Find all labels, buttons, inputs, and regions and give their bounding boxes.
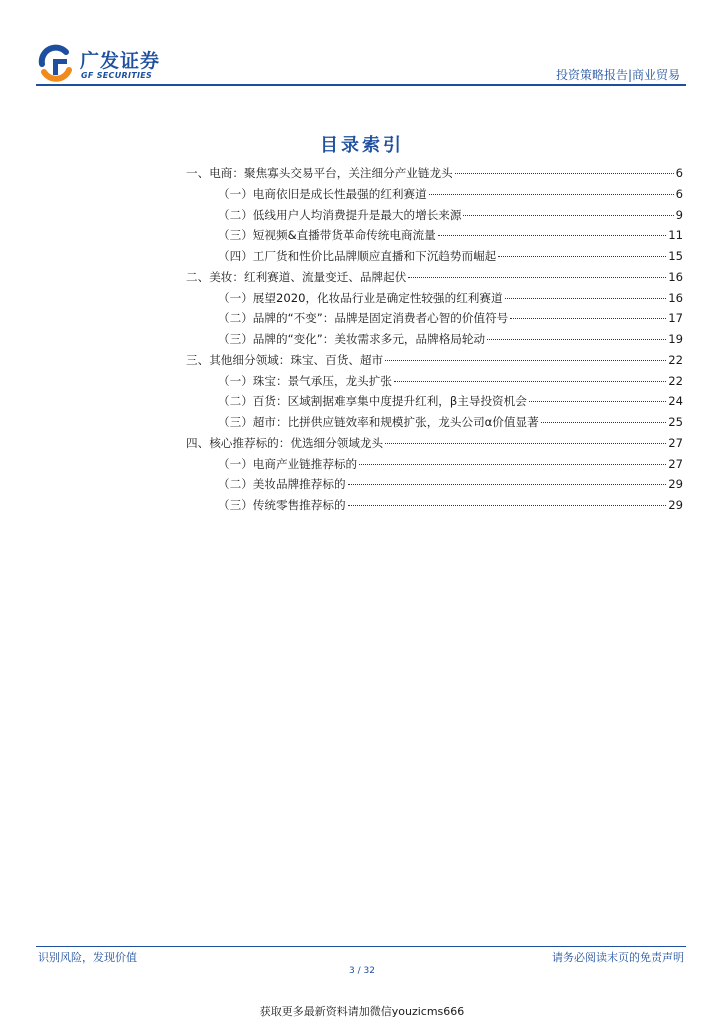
toc-dot-leader — [541, 422, 667, 423]
toc-entry[interactable] — [186, 246, 683, 267]
toc-entry[interactable] — [186, 225, 683, 246]
report-type-label: 投资策略报告|商业贸易 — [555, 68, 680, 82]
toc-entry-title: （二）低线用户人均消费提升是最大的增长来源 — [218, 207, 462, 222]
toc-entry-page: 15 — [668, 249, 683, 263]
toc-entry-page: 22 — [668, 352, 683, 367]
toc-entry-page: 17 — [668, 311, 683, 326]
table-of-contents — [186, 163, 683, 516]
watermark-text: 获取更多最新资料请加微信youzicms666 — [259, 1005, 465, 1018]
footer-disclaimer-note: 请务必阅读末页的免责声明 — [552, 951, 684, 964]
toc-dot-leader — [463, 215, 673, 216]
toc-entry-title: 三、其他细分领域：珠宝、百货、超市 — [186, 352, 384, 367]
toc-entry[interactable] — [186, 371, 683, 392]
toc-dot-leader — [408, 277, 666, 278]
toc-dot-leader — [359, 464, 666, 465]
toc-entry-page: 11 — [668, 228, 683, 243]
toc-entry-title: （一）展望2020，化妆品行业是确定性较强的红利赛道 — [218, 290, 503, 305]
toc-entry-title: （一）电商产业链推荐标的 — [218, 456, 358, 471]
toc-entry-title: （三）超市：比拼供应链效率和规模扩张，龙头公司α价值显著 — [218, 415, 539, 429]
toc-dot-leader — [487, 339, 666, 340]
toc-dot-leader — [455, 173, 674, 174]
toc-title: 目录索引 — [320, 135, 404, 156]
toc-dot-leader — [348, 484, 667, 485]
toc-entry-page: 9 — [675, 207, 683, 222]
toc-entry[interactable] — [186, 288, 683, 309]
toc-entry-title: 四、核心推荐标的：优选细分领域龙头 — [186, 435, 384, 450]
toc-entry-page: 25 — [668, 415, 683, 429]
toc-dot-leader — [385, 443, 666, 444]
toc-dot-leader — [510, 318, 666, 319]
gf-logo-icon — [36, 44, 76, 84]
toc-entry-title: （一）电商依旧是成长性最强的红利赛道 — [218, 186, 427, 201]
footer-slogan: 识别风险，发现价值 — [38, 951, 137, 964]
toc-entry-title: （四）工厂货和性价比品牌顺应直播和下沉趋势而崛起 — [218, 249, 497, 263]
page-number: 3 / 32 — [349, 966, 375, 976]
toc-entry-title: （三）短视频&直播带货革命传统电商流量 — [218, 228, 436, 243]
footer-divider — [36, 946, 686, 947]
toc-entry[interactable] — [186, 184, 683, 205]
toc-entry-page: 27 — [668, 456, 683, 471]
toc-dot-leader — [348, 505, 667, 506]
toc-dot-leader — [429, 194, 674, 195]
gf-securities-logo — [36, 44, 166, 84]
toc-dot-leader — [529, 401, 666, 402]
toc-entry-page: 27 — [668, 435, 683, 450]
toc-entry-page: 6 — [675, 186, 683, 201]
toc-entry-page: 29 — [668, 498, 683, 512]
toc-entry[interactable] — [186, 433, 683, 454]
toc-entry-page: 16 — [668, 290, 683, 305]
toc-entry-title: （三）品牌的“变化”：美妆需求多元，品牌格局轮动 — [218, 332, 486, 346]
toc-entry-page: 16 — [668, 269, 683, 284]
toc-entry-page: 24 — [668, 394, 683, 409]
toc-entry-title: （二）百货：区域割据难享集中度提升红利，β主导投资机会 — [218, 394, 527, 409]
toc-entry[interactable] — [186, 495, 683, 516]
header-divider — [36, 84, 686, 86]
toc-entry-page: 6 — [675, 166, 683, 180]
toc-entry[interactable] — [186, 329, 683, 350]
toc-dot-leader — [385, 360, 666, 361]
toc-dot-leader — [498, 256, 666, 257]
toc-entry[interactable] — [186, 454, 683, 475]
toc-entry[interactable] — [186, 163, 683, 184]
toc-entry[interactable] — [186, 474, 683, 495]
toc-entry-page: 22 — [668, 373, 683, 388]
toc-entry[interactable] — [186, 267, 683, 288]
toc-entry-title: （一）珠宝：景气承压，龙头扩张 — [218, 373, 392, 388]
toc-entry-title: 二、美妆：红利赛道、流量变迁、品牌起伏 — [186, 269, 407, 284]
toc-entry-page: 29 — [668, 477, 683, 492]
toc-entry-title: （二）美妆品牌推荐标的 — [218, 477, 346, 492]
toc-entry[interactable] — [186, 391, 683, 412]
toc-entry-title: （三）传统零售推荐标的 — [218, 498, 346, 512]
toc-dot-leader — [438, 235, 667, 236]
toc-entry-title: 一、电商：聚焦寡头交易平台，关注细分产业链龙头 — [186, 166, 453, 180]
toc-entry-title: （二）品牌的“不变”：品牌是固定消费者心智的价值符号 — [218, 311, 509, 326]
logo-text-cn: 广发证券 — [80, 50, 161, 72]
toc-dot-leader — [394, 381, 666, 382]
toc-entry[interactable] — [186, 308, 683, 329]
logo-text-en: GF SECURITIES — [81, 71, 153, 80]
toc-entry[interactable] — [186, 205, 683, 226]
toc-entry-page: 19 — [668, 332, 683, 346]
toc-entry[interactable] — [186, 350, 683, 371]
toc-entry[interactable] — [186, 412, 683, 433]
toc-dot-leader — [505, 298, 667, 299]
